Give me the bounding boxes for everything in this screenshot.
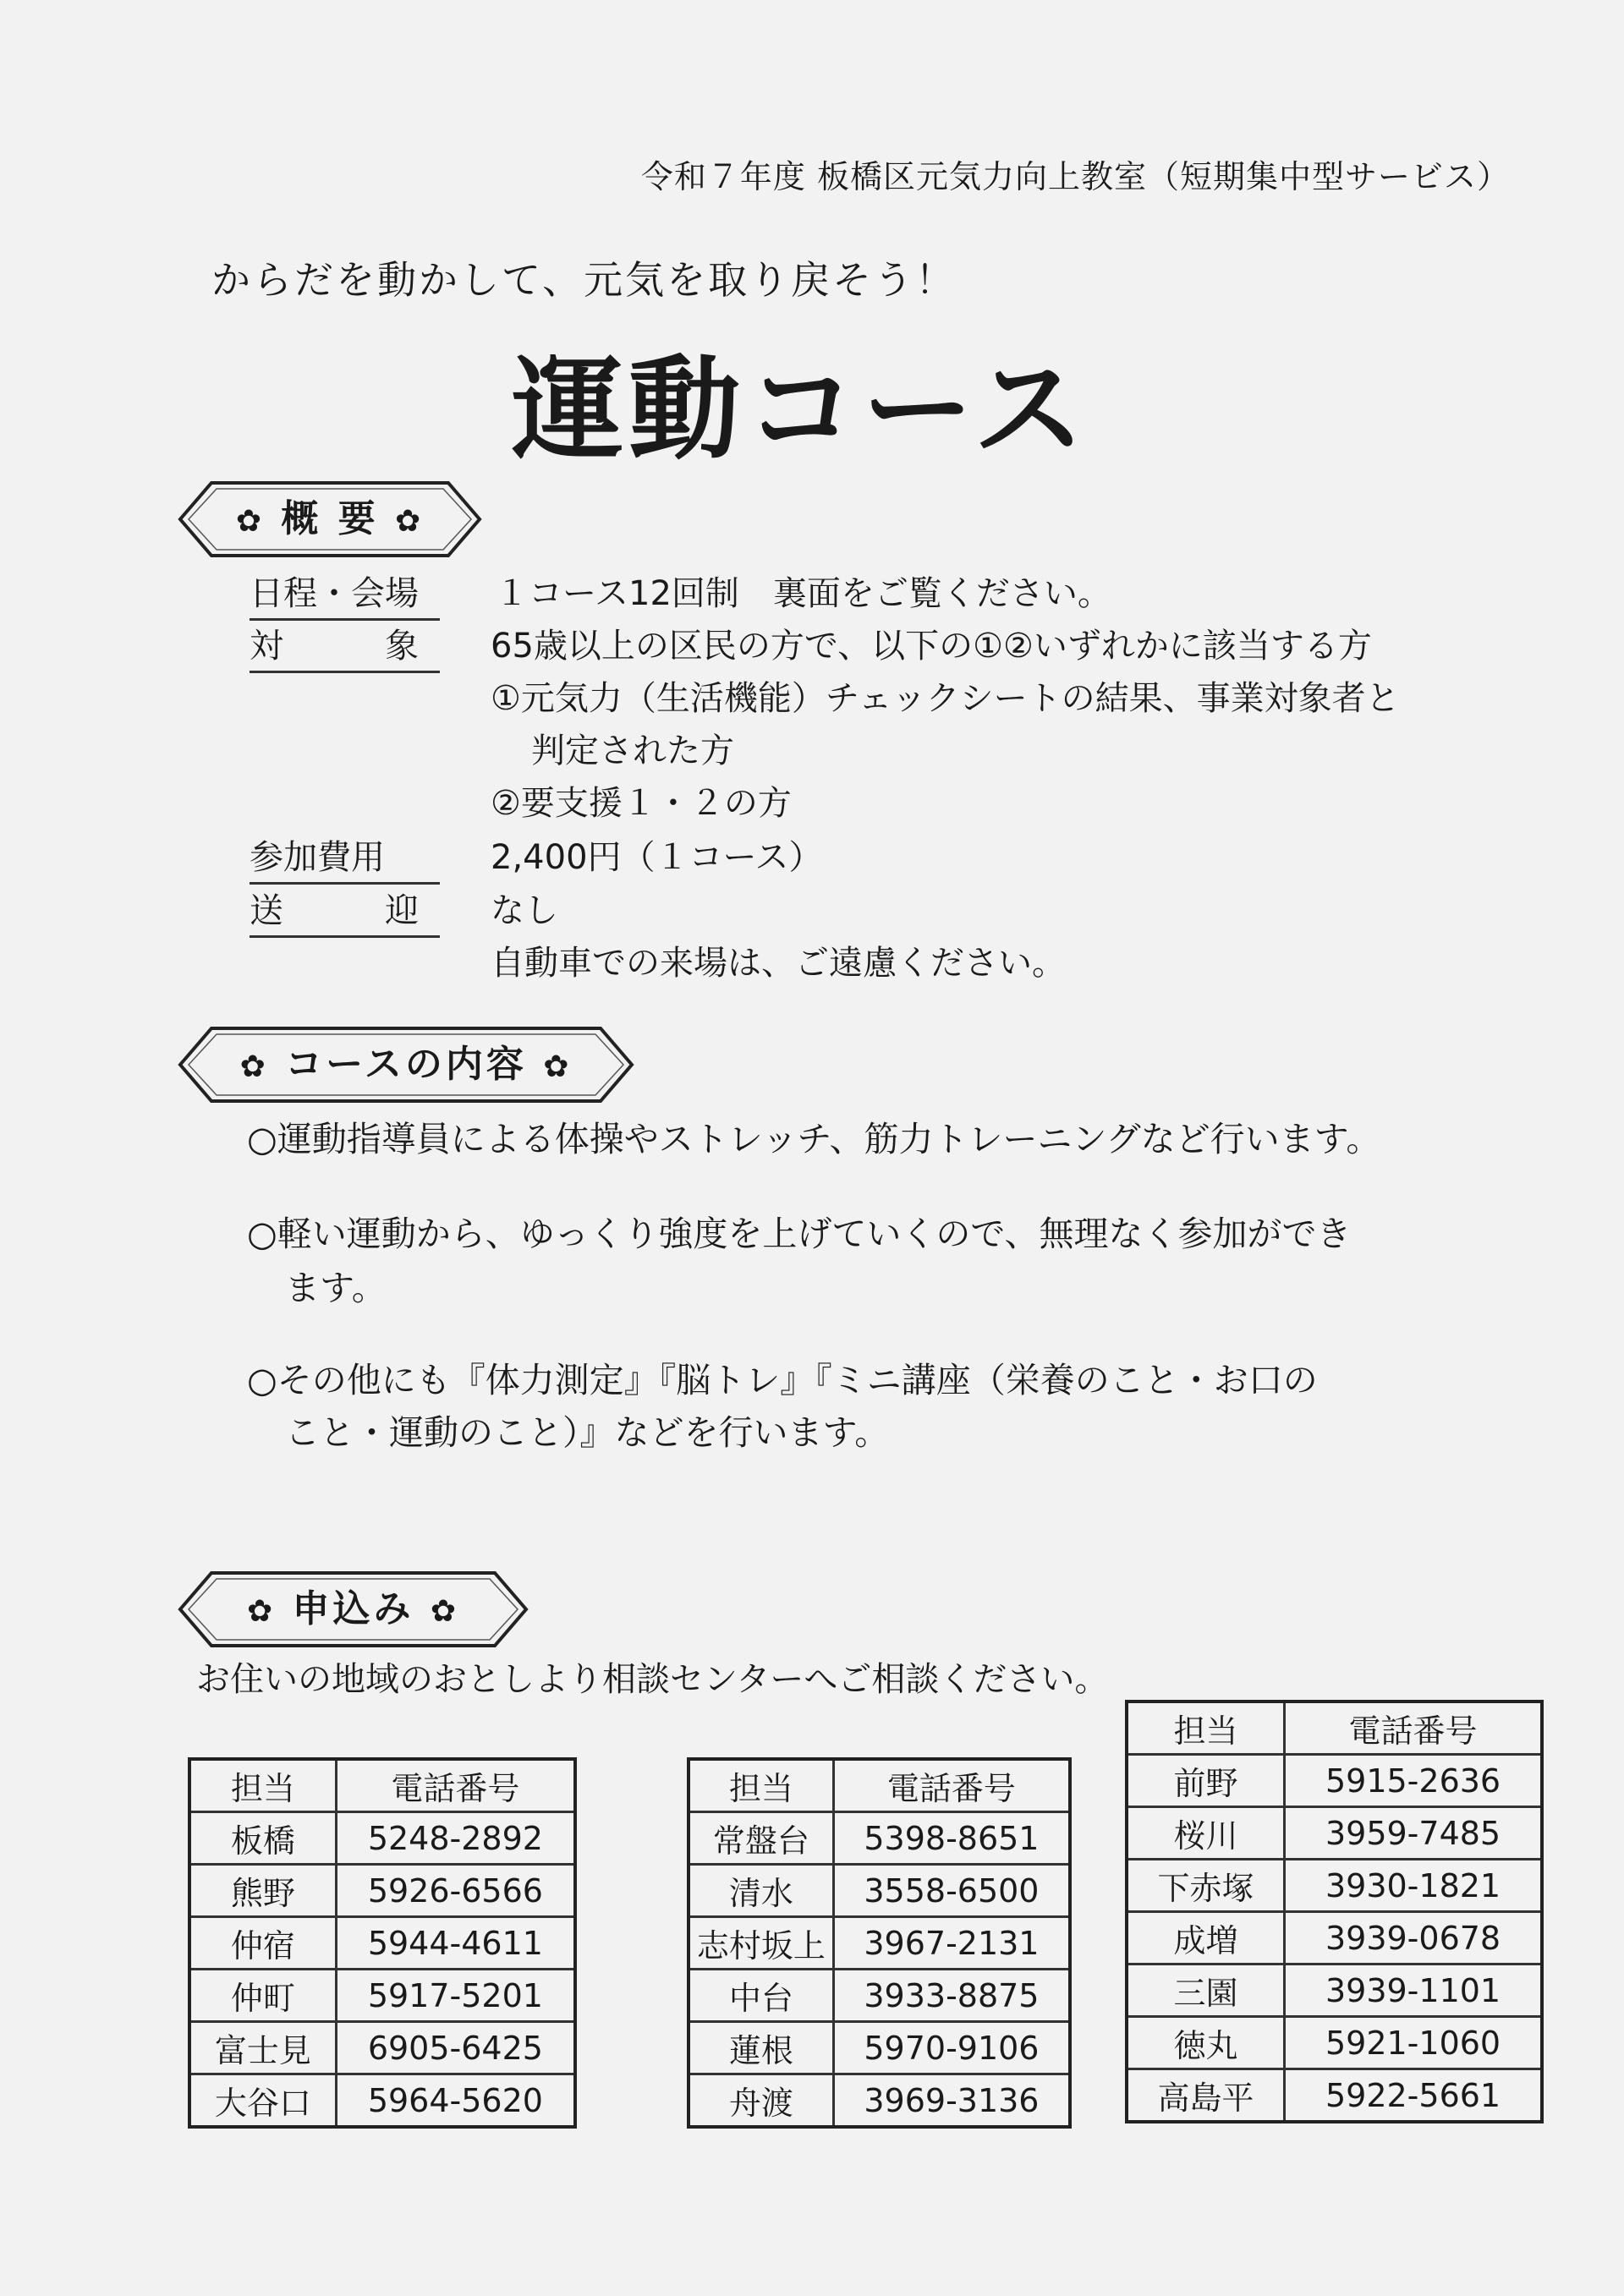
flower-icon: ✿ xyxy=(394,504,425,539)
phone-table-1 xyxy=(188,1757,577,2129)
content-heading-tag xyxy=(178,1026,634,1104)
label-fee: 参加費用 xyxy=(250,833,440,885)
page-title: 運動コース xyxy=(512,345,1090,475)
phone-cell: 5398-8651 xyxy=(833,1812,1070,1865)
phone-cell: 5970-9106 xyxy=(833,2022,1070,2074)
apply-heading: 申込み xyxy=(292,1587,414,1630)
area-cell: 中台 xyxy=(689,1970,833,2022)
label-target: 対 象 xyxy=(250,622,440,673)
area-cell: 富士見 xyxy=(189,2022,336,2074)
phone-cell: 3959-7485 xyxy=(1285,1807,1542,1860)
flower-icon: ✿ xyxy=(239,1049,269,1084)
table-row xyxy=(189,1812,575,1865)
table-row xyxy=(689,1970,1070,2022)
value-transport: なし xyxy=(491,891,558,930)
phone-table-3 xyxy=(1125,1700,1544,2123)
table-row xyxy=(189,2074,575,2128)
area-cell: 仲町 xyxy=(189,1970,336,2022)
area-cell: 熊野 xyxy=(189,1865,336,1917)
label-schedule: 日程・会場 xyxy=(250,569,440,621)
phone-cell: 3930-1821 xyxy=(1285,1860,1542,1912)
area-cell: 成増 xyxy=(1127,1912,1285,1964)
phone-cell: 3939-0678 xyxy=(1285,1912,1542,1964)
header-area: 担当 xyxy=(1127,1701,1285,1755)
table-row xyxy=(1127,1755,1542,1807)
table-row xyxy=(189,2022,575,2074)
phone-cell: 3967-2131 xyxy=(833,1917,1070,1970)
phone-table-header xyxy=(1127,1701,1542,1755)
area-cell: 徳丸 xyxy=(1127,2017,1285,2069)
table-row xyxy=(689,1917,1070,1970)
table-row xyxy=(1127,1860,1542,1912)
header-area: 担当 xyxy=(189,1759,336,1812)
label-transport: 送 迎 xyxy=(250,886,440,938)
table-row xyxy=(1127,2069,1542,2123)
area-cell: 板橋 xyxy=(189,1812,336,1865)
phone-cell: 5944-4611 xyxy=(336,1917,575,1970)
phone-cell: 3933-8875 xyxy=(833,1970,1070,2022)
area-cell: 仲宿 xyxy=(189,1917,336,1970)
value-fee: 2,400円（１コース） xyxy=(491,838,823,877)
apply-text: お住いの地域のおとしより相談センターへご相談ください。 xyxy=(196,1660,1109,1699)
phone-cell: 6905-6425 xyxy=(336,2022,575,2074)
overview-heading-tag xyxy=(178,480,482,558)
phone-cell: 5917-5201 xyxy=(336,1970,575,2022)
table-row xyxy=(689,1812,1070,1865)
phone-cell: 3558-6500 xyxy=(833,1865,1070,1917)
header-phone: 電話番号 xyxy=(336,1759,575,1812)
table-row xyxy=(189,1970,575,2022)
table-row xyxy=(189,1865,575,1917)
flower-icon: ✿ xyxy=(247,1594,277,1629)
phone-table-header xyxy=(189,1759,575,1812)
area-cell: 桜川 xyxy=(1127,1807,1285,1860)
content-heading: コースの内容 xyxy=(285,1043,527,1086)
table-row xyxy=(689,2074,1070,2128)
table-row xyxy=(1127,1807,1542,1860)
phone-table-header xyxy=(689,1759,1070,1812)
phone-cell: 5922-5661 xyxy=(1285,2069,1542,2123)
area-cell: 舟渡 xyxy=(689,2074,833,2128)
area-cell: 前野 xyxy=(1127,1755,1285,1807)
table-row xyxy=(1127,1912,1542,1964)
phone-cell: 5915-2636 xyxy=(1285,1755,1542,1807)
content-item-2: ○軽い運動から、ゆっくり強度を上げていくので、無理なく参加ができ xyxy=(247,1214,1352,1254)
phone-cell: 3969-3136 xyxy=(833,2074,1070,2128)
header-phone: 電話番号 xyxy=(833,1759,1070,1812)
area-cell: 志村坂上 xyxy=(689,1917,833,1970)
phone-cell: 3939-1101 xyxy=(1285,1964,1542,2017)
phone-cell: 5926-6566 xyxy=(336,1865,575,1917)
area-cell: 常盤台 xyxy=(689,1812,833,1865)
table-row xyxy=(189,1917,575,1970)
value-schedule: １コース12回制 裏面をご覧ください。 xyxy=(495,574,1111,613)
value-target: 65歳以上の区民の方で、以下の①②いずれかに該当する方 xyxy=(491,627,1372,666)
table-row xyxy=(689,2022,1070,2074)
phone-cell: 5921-1060 xyxy=(1285,2017,1542,2069)
phone-table-2 xyxy=(687,1757,1072,2129)
header-line: 令和７年度 板橋区元気力向上教室（短期集中型サービス） xyxy=(640,158,1510,195)
value-transport-note: 自動車での来場は、ご遠慮ください。 xyxy=(491,944,1066,983)
flower-icon: ✿ xyxy=(543,1049,573,1084)
apply-heading-tag xyxy=(178,1570,529,1648)
header-phone: 電話番号 xyxy=(1285,1701,1542,1755)
header-area: 担当 xyxy=(689,1759,833,1812)
flower-icon: ✿ xyxy=(430,1594,459,1629)
table-row xyxy=(1127,1964,1542,2017)
table-row xyxy=(689,1865,1070,1917)
content-item-1: ○運動指導員による体操やストレッチ、筋力トレーニングなど行います。 xyxy=(247,1119,1381,1159)
phone-cell: 5964-5620 xyxy=(336,2074,575,2128)
content-item-2b: ます。 xyxy=(285,1268,387,1308)
value-target-2: ②要支援１・２の方 xyxy=(491,784,792,823)
area-cell: 高島平 xyxy=(1127,2069,1285,2123)
phone-cell: 5248-2892 xyxy=(336,1812,575,1865)
content-item-3: ○その他にも『体力測定』『脳トレ』『ミニ講座（栄養のこと・お口の xyxy=(247,1360,1318,1400)
content-item-3b: こと・運動のこと）』などを行います。 xyxy=(285,1412,890,1453)
flower-icon: ✿ xyxy=(235,504,265,539)
area-cell: 下赤塚 xyxy=(1127,1860,1285,1912)
area-cell: 三園 xyxy=(1127,1964,1285,2017)
area-cell: 清水 xyxy=(689,1865,833,1917)
table-row xyxy=(1127,2017,1542,2069)
subtitle: からだを動かして、元気を取り戻そう！ xyxy=(211,257,957,303)
area-cell: 大谷口 xyxy=(189,2074,336,2128)
value-target-1: ①元気力（生活機能）チェックシートの結果、事業対象者と xyxy=(491,679,1400,718)
overview-heading: 概 要 xyxy=(281,497,379,540)
value-target-1b: 判定された方 xyxy=(531,732,734,770)
area-cell: 蓮根 xyxy=(689,2022,833,2074)
